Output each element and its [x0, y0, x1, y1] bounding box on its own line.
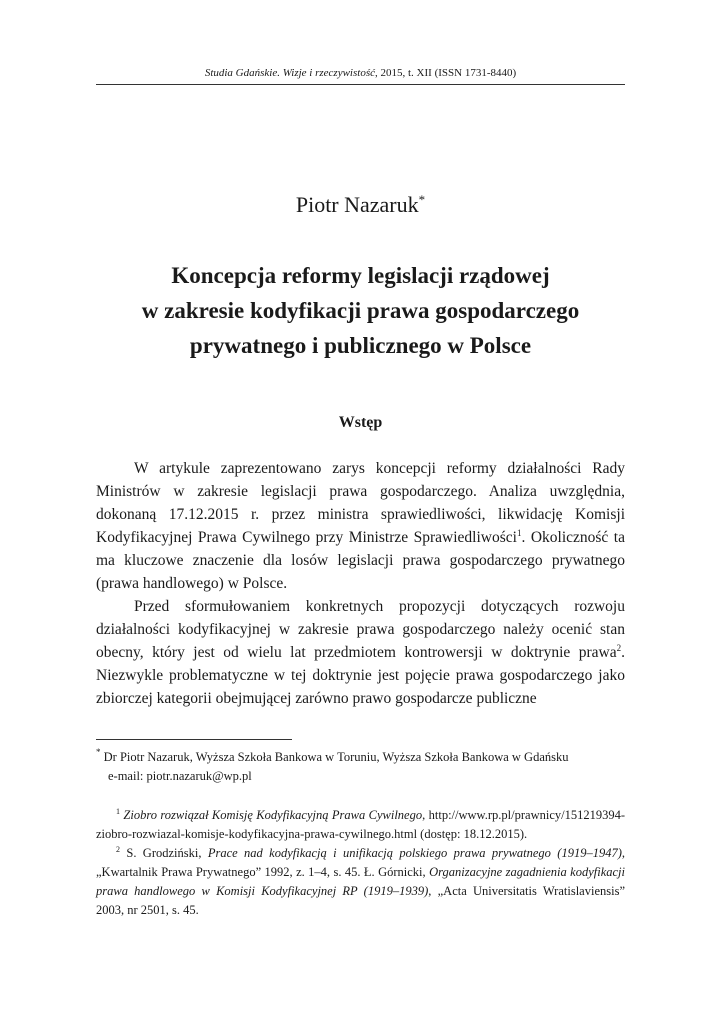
running-header — [96, 64, 625, 85]
author-line — [96, 186, 625, 219]
footnote-2 — [96, 844, 625, 920]
footnote-ref-1: 1 — [516, 528, 522, 538]
footnote-2-title-2: Organizacyjne zagadnienia kodyfikacji prawa handlowego w Komisji Kodyfikacyjnej RP (1919–1939) — [96, 865, 625, 898]
author-name: Piotr Nazaruk — [295, 192, 419, 217]
footnote-author-affiliation: Dr Piotr Nazaruk, Wyższa Szkoła Bankowa w Toruniu, Wyższa Szkoła Bankowa w Gdańsku — [100, 750, 569, 764]
footnote-2-source-1: , „Kwartalnik Prawa Prywatnego” 1992, z. 1–4, s. 45. Ł. Górnicki, — [96, 846, 626, 879]
title-line-1: Koncepcja reformy legislacji rządowej — [171, 263, 550, 288]
footnote-2-number: 2 — [116, 845, 120, 854]
footnote-1-source: , http://www.rp.pl/prawnicy/151219394-ziobro-rozwiazal-komisje-kodyfikacyjna-prawa-cywilnego.html (dostęp: 18.12.2015). — [96, 808, 626, 841]
paragraph-2-text-cont: . Niezwykle problematyczne w tej doktrynie jest pojęcie prawa gospodarczego jako zbiorczej kategorii obejmującej zarówno prawo gospodarcze publiczne — [96, 644, 625, 707]
paragraph-2-text: Przed sformułowaniem konkretnych propozycji dotyczących rozwoju działalności kodyfikacyjnej w zakresie prawa gospodarczego należy ocenić stan obecny, który jest od wielu lat przedmiotem kontrowersji w doktrynie prawa — [96, 598, 625, 661]
body-text — [96, 457, 625, 710]
footnotes — [96, 748, 625, 920]
footnote-author-email: e-mail: piotr.nazaruk@wp.pl — [108, 769, 252, 783]
article-title — [80, 258, 641, 363]
journal-title: Studia Gdańskie. Wizje i rzeczywistość — [204, 67, 375, 79]
footnote-ref-2: 2 — [616, 643, 622, 653]
paragraph-1-text-cont: . Okoliczność ta ma kluczowe znaczenie dla losów legislacji prawa gospodarczego prywatnego (prawa handlowego) w Polsce. — [96, 529, 625, 592]
journal-volume: , 2015, t. XII (ISSN 1731-8440) — [375, 67, 517, 79]
footnote-1 — [96, 806, 625, 844]
footnote-2-author-1: S. Grodziński, — [120, 846, 208, 860]
author-footnote-mark: * — [418, 192, 426, 207]
footnote-author — [96, 748, 625, 786]
paragraph-1-text: W artykule zaprezentowano zarys koncepcji reformy działalności Rady Ministrów w zakresie legislacji prawa gospodarczego. Analiza uwzględnia, dokonaną 17.12.2015 r. przez ministra sprawiedliwości, likwidację Komisji Kodyfikacyjnej Prawa Cywilnego przy Ministrze Sprawiedliwości — [96, 460, 625, 546]
title-line-3: prywatnego i publicznego w Polsce — [189, 333, 532, 358]
footnote-1-title: Ziobro rozwiązał Komisję Kodyfikacyjną Prawa Cywilnego — [123, 808, 423, 822]
footnote-2-title-1: Prace nad kodyfikacją i unifikacją polskiego prawa prywatnego (1919–1947) — [207, 846, 622, 860]
section-heading: Wstęp — [338, 414, 383, 431]
footnote-1-number: 1 — [116, 807, 120, 816]
footnote-2-source-2: , „Acta Universitatis Wratislaviensis” 2003, nr 2501, s. 45. — [96, 884, 625, 917]
footnote-author-mark: * — [96, 747, 101, 757]
title-line-2: w zakresie kodyfikacji prawa gospodarczego — [141, 298, 580, 323]
paragraph-2 — [96, 595, 625, 710]
footnote-separator — [96, 739, 292, 740]
paragraph-1 — [96, 457, 625, 595]
